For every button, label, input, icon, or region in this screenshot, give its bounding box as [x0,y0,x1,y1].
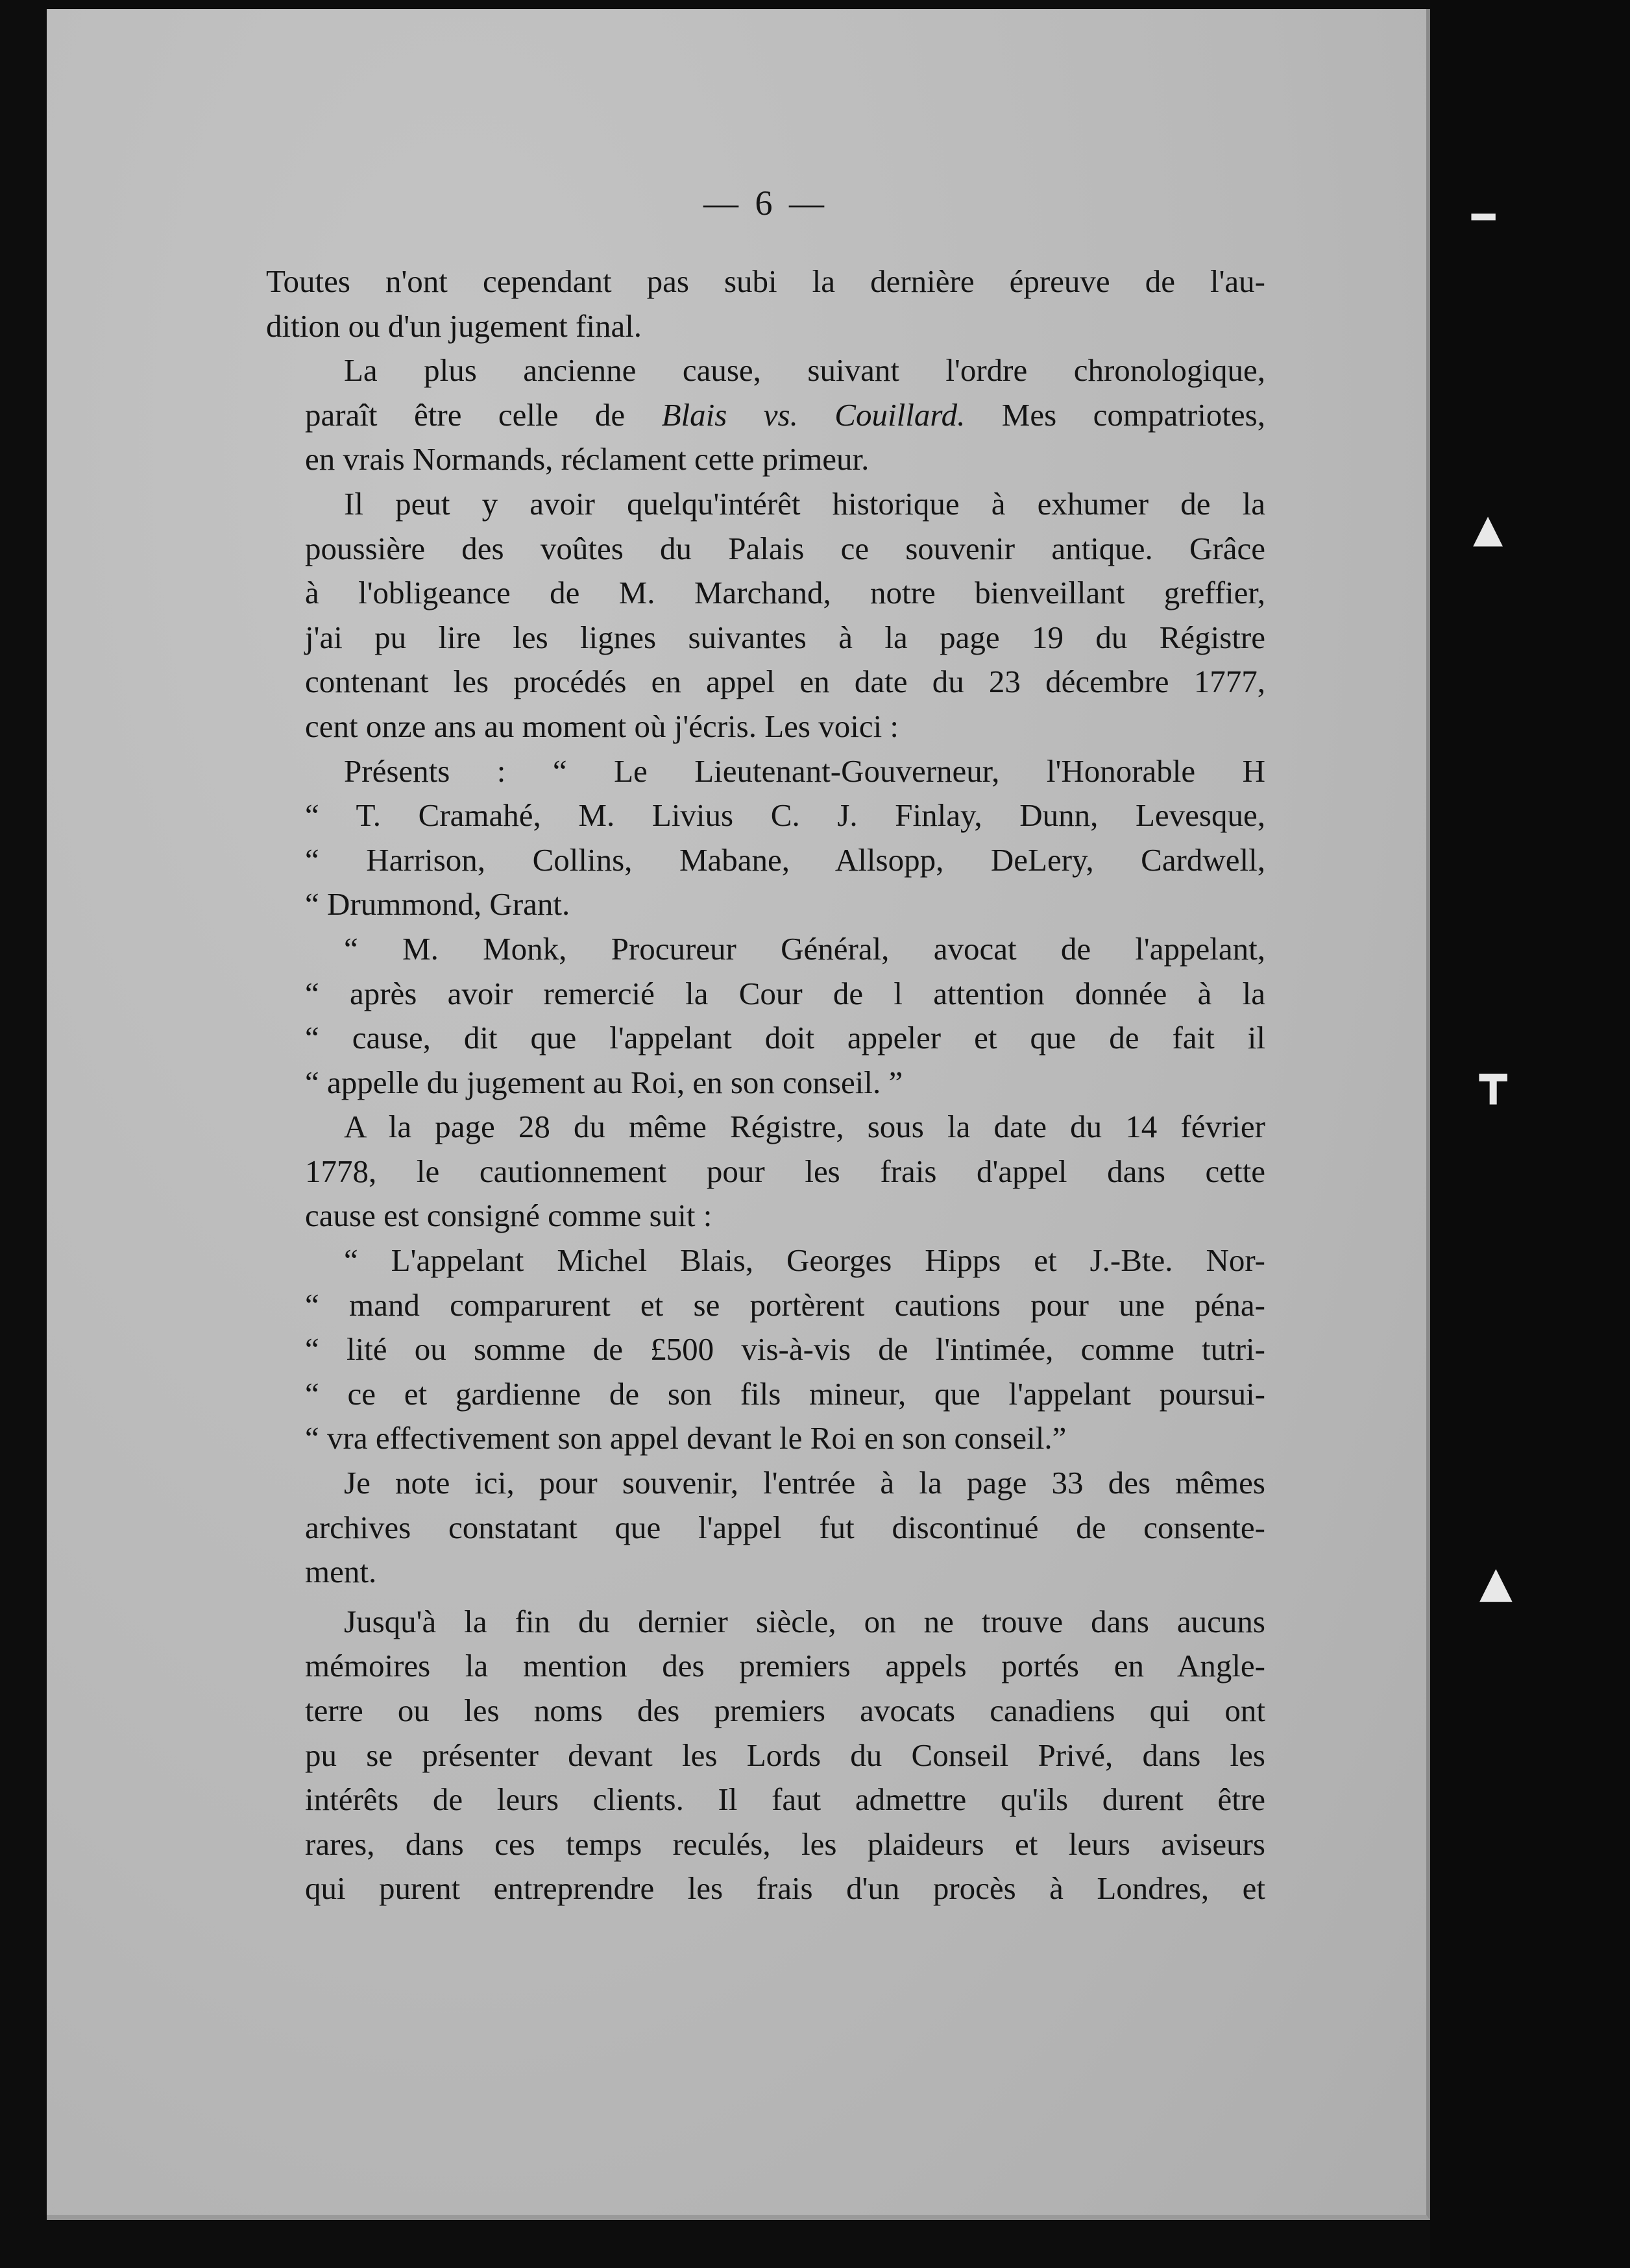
text-line: contenant les procédés en appel en date du 23 décembre 1777, [305,664,1265,700]
text-line: “ M. Monk, Procureur Général, avocat de l'appelant, [344,930,1265,967]
paragraph-1 [266,259,1265,348]
text-line: “ mand comparurent et se portèrent cautions pour une péna- [305,1286,1265,1323]
text-line: “ cause, dit que l'appelant doit appeler et que de fait il [305,1020,1265,1056]
paragraph-8 [266,1461,1265,1595]
text-line: mémoires la mention des premiers appels portés en Angle- [305,1648,1265,1684]
paragraph-4 [266,749,1265,927]
text-line: “ Drummond, Grant. [305,886,570,923]
scan-border-strip [1430,0,1630,2268]
text-line: poussière des voûtes du Palais ce souvenir antique. Grâce [305,530,1265,566]
text-line: “ vra effectivement son appel devant le Roi en son conseil.” [305,1420,1067,1456]
text-line: qui purent entreprendre les frais d'un procès à Londres, et [305,1870,1265,1907]
text-line: “ après avoir remercié la Cour de l attention donnée à la [305,975,1265,1011]
text-line: rares, dans ces temps reculés, les plaideurs et leurs aviseurs [305,1826,1265,1862]
paragraph-6 [266,1105,1265,1238]
paragraph-7 [266,1238,1265,1461]
text-line: Il peut y avoir quelqu'intérêt historique à exhumer de la [344,485,1265,522]
case-name-italic: Blais vs. Couillard. [661,396,966,433]
text-line: “ L'appelant Michel Blais, Georges Hipps et J.-Bte. Nor- [344,1242,1265,1279]
text-line: cent onze ans au moment où j'écris. Les voici : [305,708,899,744]
text-line: La plus ancienne cause, suivant l'ordre chronologique, [344,352,1265,389]
paragraph-2 [266,348,1265,482]
text-line: à l'obligeance de M. Marchand, notre bienveillant greffier, [305,575,1265,611]
text-line: “ ce et gardienne de son fils mineur, que l'appelant poursui- [305,1375,1265,1412]
text-line: 1778, le cautionnement pour les frais d'appel dans cette [305,1153,1265,1189]
text-line-mixed [266,393,1265,438]
text-line: Jusqu'à la fin du dernier siècle, on ne trouve dans aucuns [344,1603,1265,1639]
text-span: paraît être celle de [305,396,662,433]
text-line: “ T. Cramahé, M. Livius C. J. Finlay, Dunn, Levesque, [305,797,1265,834]
text-line: j'ai pu lire les lignes suivantes à la page 19 du Régistre [305,619,1265,655]
text-line: pu se présenter devant les Lords du Conseil Privé, dans les [305,1737,1265,1773]
text-line: intérêts de leurs clients. Il faut admettre qu'ils durent être [305,1781,1265,1818]
paragraph-9 [266,1600,1265,1911]
text-line: cause est consigné comme suit : [305,1198,712,1234]
text-line: Toutes n'ont cependant pas subi la dernière épreuve de l'au- [266,263,1265,299]
text-line: archives constatant que l'appel fut discontinué de consente- [305,1509,1265,1545]
text-line: ment. [305,1554,377,1590]
text-line: dition ou d'un jugement final. [266,308,642,344]
text-line: Je note ici, pour souvenir, l'entrée à la page 33 des mêmes [344,1465,1265,1501]
text-line: “ Harrison, Collins, Mabane, Allsopp, DeLery, Cardwell, [305,841,1265,878]
document-body [266,259,1265,1911]
paragraph-3 [266,482,1265,749]
margin-mark-lower: ▲ [1479,1557,1513,1607]
text-line: Présents : “ Le Lieutenant-Gouverneur, l'Honorable H [344,753,1265,789]
text-span: Mes compatriotes, [965,396,1265,433]
text-line: A la page 28 du même Régistre, sous la date du 14 février [344,1109,1265,1145]
text-line: “ appelle du jugement au Roi, en son conseil. ” [305,1064,903,1100]
paragraph-5 [266,927,1265,1105]
margin-mark-middle: ┳ [1479,1051,1507,1104]
text-line: terre ou les noms des premiers avocats canadiens qui ont [305,1693,1265,1728]
text-line: en vrais Normands, réclament cette primeur. [305,441,870,477]
margin-mark-top: ━ [1472,195,1496,240]
text-line: “ lité ou somme de £500 vis-à-vis de l'intimée, comme tutri- [305,1331,1265,1368]
margin-mark-upper: ▲ [1473,506,1503,551]
page-number: — 6 — [703,184,828,223]
